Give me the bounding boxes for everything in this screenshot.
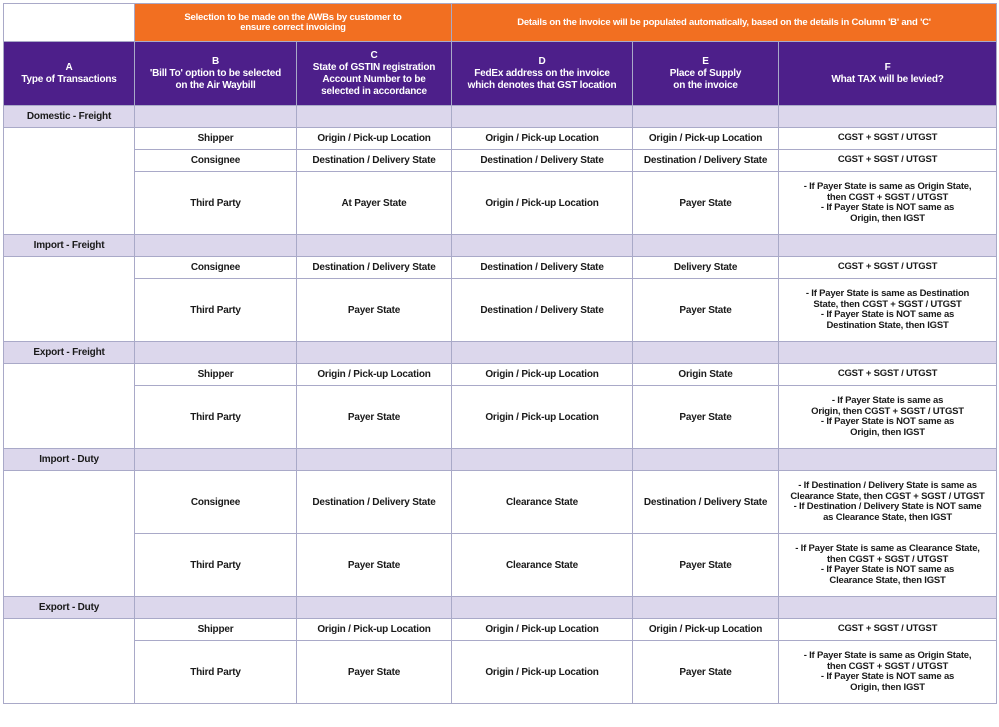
gst-invoicing-table <box>3 3 997 704</box>
header-corner-blank <box>4 4 135 42</box>
place-of-supply-cell: Destination / Delivery State <box>633 471 779 534</box>
column-header-c <box>297 42 452 106</box>
tax-cell: CGST + SGST / UTGST <box>779 619 997 641</box>
tax-cell: - If Destination / Delivery State is same as Clearance State, then CGST + SGST / UTGST - If Destination / Delivery State is NOT same as Clearance State, then IGST <box>779 471 997 534</box>
place-of-supply-cell: Delivery State <box>633 257 779 279</box>
gstin-state-cell: Payer State <box>297 534 452 597</box>
section-filler <box>135 597 297 619</box>
place-of-supply-cell: Payer State <box>633 279 779 342</box>
place-of-supply-cell: Payer State <box>633 641 779 704</box>
gst-table-container <box>3 3 997 704</box>
section-filler <box>452 449 633 471</box>
fedex-address-cell: Clearance State <box>452 534 633 597</box>
table-row <box>4 386 997 449</box>
column-letter: B <box>211 55 220 67</box>
type-cell-blank <box>4 364 135 449</box>
section-label: Export - Freight <box>4 342 135 364</box>
column-title: What TAX will be levied? <box>831 73 944 85</box>
gstin-state-cell: Payer State <box>297 279 452 342</box>
fedex-address-cell: Destination / Delivery State <box>452 279 633 342</box>
place-of-supply-cell: Payer State <box>633 534 779 597</box>
bill-to-cell: Shipper <box>135 364 297 386</box>
tax-cell: - If Payer State is same as Origin State, then CGST + SGST / UTGST - If Payer State is NOT same as Origin, then IGST <box>779 641 997 704</box>
gstin-state-cell: Payer State <box>297 641 452 704</box>
tax-cell: CGST + SGST / UTGST <box>779 128 997 150</box>
table-row <box>4 279 997 342</box>
place-of-supply-cell: Payer State <box>633 172 779 235</box>
section-filler <box>297 106 452 128</box>
gstin-state-cell: Origin / Pick-up Location <box>297 128 452 150</box>
gstin-state-cell: Destination / Delivery State <box>297 471 452 534</box>
tax-cell: CGST + SGST / UTGST <box>779 257 997 279</box>
column-header-b <box>135 42 297 106</box>
section-filler <box>297 342 452 364</box>
table-row <box>4 641 997 704</box>
tax-cell: - If Payer State is same as Destination State, then CGST + SGST / UTGST - If Payer State is NOT same as Destination State, then IGST <box>779 279 997 342</box>
section-filler <box>633 235 779 257</box>
column-letter: E <box>702 55 709 67</box>
section-label: Export - Duty <box>4 597 135 619</box>
section-filler <box>779 235 997 257</box>
fedex-address-cell: Destination / Delivery State <box>452 257 633 279</box>
place-of-supply-cell: Destination / Delivery State <box>633 150 779 172</box>
section-row-import-duty <box>4 449 997 471</box>
column-header-e <box>633 42 779 106</box>
column-letter: D <box>538 55 546 67</box>
place-of-supply-cell: Origin / Pick-up Location <box>633 128 779 150</box>
section-label: Import - Duty <box>4 449 135 471</box>
table-row <box>4 128 997 150</box>
fedex-address-cell: Origin / Pick-up Location <box>452 128 633 150</box>
bill-to-cell: Third Party <box>135 534 297 597</box>
table-row <box>4 257 997 279</box>
section-filler <box>135 106 297 128</box>
fedex-address-cell: Clearance State <box>452 471 633 534</box>
bill-to-cell: Third Party <box>135 172 297 235</box>
top-header-row <box>4 4 997 42</box>
section-filler <box>452 235 633 257</box>
column-letter: A <box>65 61 73 73</box>
fedex-address-cell: Destination / Delivery State <box>452 150 633 172</box>
column-header-row <box>4 42 997 106</box>
type-cell-blank <box>4 471 135 597</box>
gstin-state-cell: Origin / Pick-up Location <box>297 619 452 641</box>
section-filler <box>779 106 997 128</box>
section-filler <box>633 342 779 364</box>
section-filler <box>297 235 452 257</box>
fedex-address-cell: Origin / Pick-up Location <box>452 364 633 386</box>
section-filler <box>779 342 997 364</box>
section-label: Import - Freight <box>4 235 135 257</box>
bill-to-cell: Third Party <box>135 641 297 704</box>
section-filler <box>452 106 633 128</box>
table-row <box>4 619 997 641</box>
details-header: Details on the invoice will be populated automatically, based on the details in Column 'B' and 'C' <box>452 4 997 42</box>
bill-to-cell: Third Party <box>135 279 297 342</box>
type-cell-blank <box>4 257 135 342</box>
table-row <box>4 534 997 597</box>
section-label: Domestic - Freight <box>4 106 135 128</box>
bill-to-cell: Shipper <box>135 128 297 150</box>
type-cell-blank <box>4 128 135 235</box>
column-title: FedEx address on the invoice which denotes that GST location <box>467 67 617 91</box>
gstin-state-cell: Destination / Delivery State <box>297 150 452 172</box>
column-letter: F <box>884 61 891 73</box>
section-row-import-freight <box>4 235 997 257</box>
section-filler <box>633 106 779 128</box>
column-header-f <box>779 42 997 106</box>
place-of-supply-cell: Origin State <box>633 364 779 386</box>
tax-cell: CGST + SGST / UTGST <box>779 364 997 386</box>
gstin-state-cell: At Payer State <box>297 172 452 235</box>
column-title: 'Bill To' option to be selected on the Air Waybill <box>149 67 282 91</box>
section-filler <box>297 597 452 619</box>
gstin-state-cell: Payer State <box>297 386 452 449</box>
section-filler <box>452 597 633 619</box>
place-of-supply-cell: Origin / Pick-up Location <box>633 619 779 641</box>
section-row-export-duty <box>4 597 997 619</box>
section-row-export-freight <box>4 342 997 364</box>
fedex-address-cell: Origin / Pick-up Location <box>452 386 633 449</box>
place-of-supply-cell: Payer State <box>633 386 779 449</box>
column-letter: C <box>370 49 378 61</box>
fedex-address-cell: Origin / Pick-up Location <box>452 641 633 704</box>
fedex-address-cell: Origin / Pick-up Location <box>452 172 633 235</box>
type-cell-blank <box>4 619 135 704</box>
tax-cell: CGST + SGST / UTGST <box>779 150 997 172</box>
column-title: State of GSTIN registration Account Number to be selected in accordance <box>312 61 436 97</box>
gstin-state-cell: Destination / Delivery State <box>297 257 452 279</box>
section-filler <box>297 449 452 471</box>
section-filler <box>135 235 297 257</box>
table-row <box>4 172 997 235</box>
table-row <box>4 471 997 534</box>
table-row <box>4 150 997 172</box>
section-row-domestic-freight <box>4 106 997 128</box>
column-header-d <box>452 42 633 106</box>
bill-to-cell: Third Party <box>135 386 297 449</box>
fedex-address-cell: Origin / Pick-up Location <box>452 619 633 641</box>
section-filler <box>135 449 297 471</box>
bill-to-cell: Consignee <box>135 471 297 534</box>
column-title: Place of Supply on the invoice <box>669 67 742 91</box>
section-filler <box>633 597 779 619</box>
bill-to-cell: Consignee <box>135 257 297 279</box>
section-filler <box>779 597 997 619</box>
bill-to-cell: Consignee <box>135 150 297 172</box>
tax-cell: - If Payer State is same as Clearance State, then CGST + SGST / UTGST - If Payer State is NOT same as Clearance State, then IGST <box>779 534 997 597</box>
section-filler <box>633 449 779 471</box>
gstin-state-cell: Origin / Pick-up Location <box>297 364 452 386</box>
tax-cell: - If Payer State is same as Origin, then CGST + SGST / UTGST - If Payer State is NOT same as Origin, then IGST <box>779 386 997 449</box>
section-filler <box>135 342 297 364</box>
column-title: Type of Transactions <box>21 73 117 85</box>
bill-to-cell: Shipper <box>135 619 297 641</box>
tax-cell: - If Payer State is same as Origin State, then CGST + SGST / UTGST - If Payer State is NOT same as Origin, then IGST <box>779 172 997 235</box>
selection-header: Selection to be made on the AWBs by customer to ensure correct invoicing <box>135 4 452 42</box>
column-header-a <box>4 42 135 106</box>
section-filler <box>779 449 997 471</box>
section-filler <box>452 342 633 364</box>
table-row <box>4 364 997 386</box>
